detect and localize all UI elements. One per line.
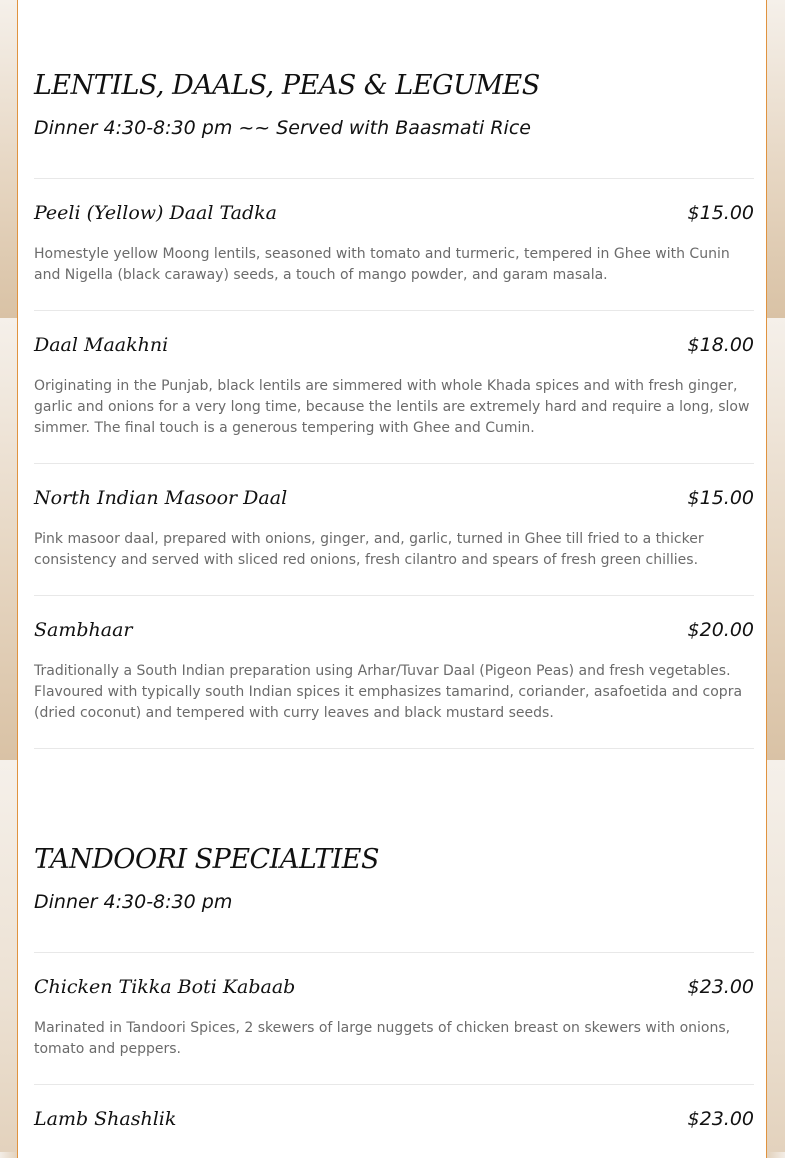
item-description: Pink masoor daal, prepared with onions, ginger, and, garlic, turned in Ghee till fried to a thicker consistency and served with sliced red onions, fresh cilantro and spears of fresh green chillies. [34,531,704,568]
divider [34,178,754,179]
menu-item [34,1108,754,1130]
item-description: Marinated in Tandoori Spices, 2 skewers of large nuggets of chicken breast on skewers with onions, tomato and peppers. [34,1020,731,1057]
menu-item [34,487,754,509]
item-description-wrap [34,661,754,724]
section-subtitle: Dinner 4:30-8:30 pm [34,891,233,913]
menu-section-tandoori [34,844,754,875]
divider [34,748,754,749]
divider [34,1084,754,1085]
divider [34,463,754,464]
divider [34,595,754,596]
section-subtitle: Dinner 4:30-8:30 pm ~~ Served with Baasmati Rice [34,117,531,139]
section-subtitle-wrap [34,117,754,139]
item-description: Homestyle yellow Moong lentils, seasoned with tomato and turmeric, tempered in Ghee with Cunin and Nigella (black caraway) seeds, a touch of mango powder, and garam masala. [34,246,730,283]
section-subtitle-wrap [34,891,754,913]
item-description: Traditionally a South Indian preparation using Arhar/Tuvar Daal (Pigeon Peas) and fresh vegetables. Flavoured with typically south Indian spices it emphasizes tamarind, coriander, asafoetida and copra (dried coconut) and tempered with curry leaves and black mustard seeds. [34,663,743,721]
menu-panel [17,0,767,1158]
item-name: Chicken Tikka Boti Kabaab [34,976,296,998]
menu-section-lentils [34,70,754,101]
item-price: $15.00 [687,487,754,509]
item-name: Sambhaar [34,619,133,641]
menu-item [34,619,754,641]
item-name: Daal Maakhni [34,334,169,356]
divider [34,952,754,953]
menu-item [34,202,754,224]
item-description-wrap [34,376,754,439]
item-name: Lamb Shashlik [34,1108,177,1130]
item-description-wrap [34,244,754,286]
menu-item [34,976,754,998]
item-name: Peeli (Yellow) Daal Tadka [34,202,278,224]
item-name: North Indian Masoor Daal [34,487,288,509]
section-title: TANDOORI SPECIALTIES [34,844,379,875]
section-title: LENTILS, DAALS, PEAS & LEGUMES [34,70,540,101]
divider [34,310,754,311]
item-price: $18.00 [687,334,754,356]
item-price: $23.00 [687,976,754,998]
item-description-wrap [34,529,754,571]
item-description: Originating in the Punjab, black lentils are simmered with whole Khada spices and with fresh ginger, garlic and onions for a very long time, because the lentils are extremely hard and require a long, slow simmer. The final touch is a generous tempering with Ghee and Cumin. [34,378,750,436]
item-price: $15.00 [687,202,754,224]
menu-item [34,334,754,356]
item-price: $23.00 [687,1108,754,1130]
item-price: $20.00 [687,619,754,641]
item-description-wrap [34,1018,754,1060]
